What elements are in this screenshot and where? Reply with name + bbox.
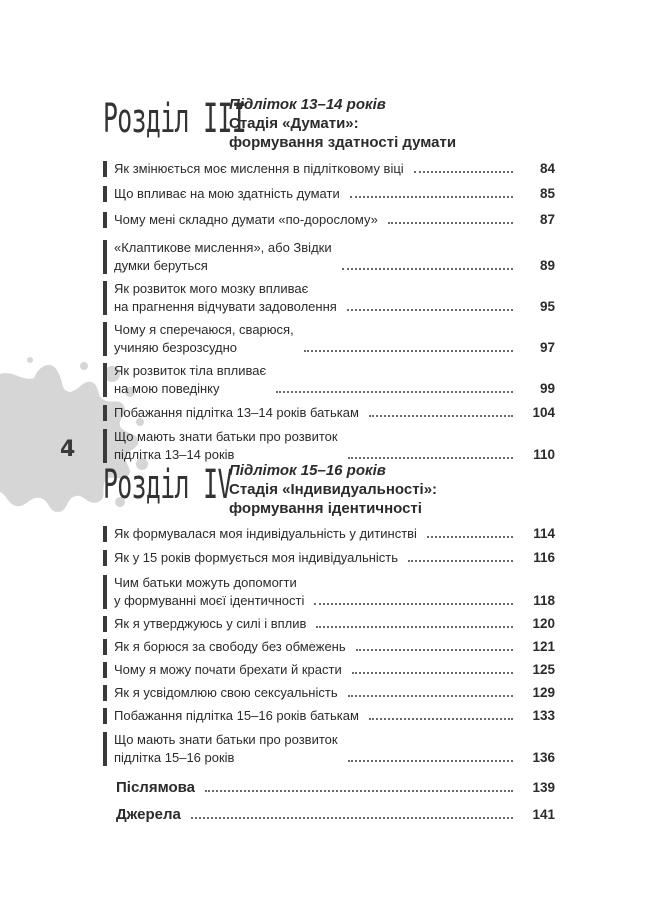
dot-leader (191, 816, 513, 819)
dot-leader (369, 414, 513, 417)
entry-title: Як формувалася моя індивідуальність у дитинстві (114, 526, 417, 541)
dot-leader (276, 390, 513, 393)
dot-leader (347, 308, 513, 311)
entry-page: 141 (532, 807, 555, 822)
entry-title: Як у 15 років формується моя індивідуальність (114, 550, 399, 565)
entry-title: Як змінюється моє мислення в підлітковому віці (114, 161, 404, 176)
entry-page: 120 (532, 616, 555, 631)
entry-page: 125 (532, 662, 555, 677)
section-age: Підліток 15–16 років (229, 462, 386, 479)
toc-entry[interactable] (103, 211, 555, 229)
section-heading (229, 96, 456, 152)
toc-entry[interactable] (103, 549, 555, 567)
entry-title: Побажання підлітка 13–14 років батькам (114, 405, 359, 420)
section-stage-title: Стадія «Індивидуальності»: (229, 481, 438, 498)
entry-bar (103, 662, 107, 678)
entry-page: 97 (539, 340, 555, 355)
toc-section-iii (103, 160, 555, 464)
entry-title-line: на прагнення відчувати задоволення (114, 299, 337, 314)
toc-section-iv (103, 525, 555, 824)
entry-title-line: учиняю безрозсудно (114, 340, 238, 355)
dot-leader (369, 717, 513, 720)
section-header-iv (103, 462, 523, 522)
entry-title-line: Чому я сперечаюся, сварюся, (114, 322, 294, 337)
entry-title-line: Що мають знати батьки про розвиток (114, 732, 338, 747)
entry-bar (103, 685, 107, 701)
entry-title-line: підлітка 15–16 років (114, 750, 235, 765)
entry-title: Що впливає на мою здатність думати (114, 186, 340, 201)
toc-entry-sources[interactable] (103, 806, 555, 824)
entry-page: 84 (539, 161, 555, 176)
dot-leader (427, 535, 513, 538)
entry-title-line: на мою поведінку (114, 381, 220, 396)
dot-leader (348, 694, 513, 697)
entry-page: 95 (539, 299, 555, 314)
entry-page: 121 (532, 639, 555, 654)
dot-leader (408, 559, 513, 562)
entry-bar (103, 212, 107, 228)
entry-title-line: Як розвиток тіла впливає (114, 363, 267, 378)
entry-page: 129 (532, 685, 555, 700)
dot-leader (316, 625, 513, 628)
dot-leader (356, 648, 513, 651)
toc-entry[interactable] (103, 638, 555, 656)
entry-bar (103, 281, 107, 315)
entry-title-line: підлітка 13–14 років (114, 447, 235, 462)
entry-bar (103, 405, 107, 421)
entry-page: 110 (533, 447, 555, 462)
entry-bar (103, 708, 107, 724)
entry-page: 104 (532, 405, 555, 420)
entry-title: Чому мені складно думати «по-дорослому» (114, 212, 378, 227)
entry-page: 114 (533, 526, 555, 541)
toc-entry[interactable] (103, 239, 555, 275)
entry-page: 85 (539, 186, 555, 201)
section-stage-subtitle: формування ідентичності (229, 500, 422, 517)
dot-leader (352, 671, 513, 674)
entry-bar (103, 732, 107, 766)
toc-entry-afterword[interactable] (103, 779, 555, 797)
entry-page: 116 (533, 550, 555, 565)
toc-entry[interactable] (103, 707, 555, 725)
dot-leader (342, 267, 513, 270)
entry-page: 139 (532, 780, 555, 795)
toc-entry[interactable] (103, 321, 555, 357)
toc-entry[interactable] (103, 574, 555, 610)
entry-title: Як я утверджуюсь у силі і вплив (114, 616, 307, 631)
section-heading (229, 462, 437, 518)
entry-bar (103, 322, 107, 356)
entry-title-line: Що мають знати батьки про розвиток (114, 429, 338, 444)
page-number: 4 (60, 437, 76, 462)
entry-title: Побажання підлітка 15–16 років батькам (114, 708, 359, 723)
toc-entry[interactable] (103, 661, 555, 679)
section-header-iii (103, 96, 523, 156)
entry-page: 136 (532, 750, 555, 765)
entry-bar (103, 429, 107, 463)
toc-entry[interactable] (103, 362, 555, 398)
entry-page: 99 (539, 381, 555, 396)
entry-title-line: Чим батьки можуть допомогти (114, 575, 297, 590)
entry-title: Чому я можу почати брехати й красти (114, 662, 342, 677)
entry-bar (103, 639, 107, 655)
toc-entry[interactable] (103, 160, 555, 178)
entry-title: Джерела (116, 806, 181, 823)
entry-bar (103, 575, 107, 609)
section-age: Підліток 13–14 років (229, 96, 386, 113)
toc-entry[interactable] (103, 525, 555, 543)
entry-page: 133 (532, 708, 555, 723)
entry-page: 87 (539, 212, 555, 227)
entry-bar (103, 240, 107, 274)
entry-bar (103, 186, 107, 202)
entry-bar (103, 526, 107, 542)
toc-entry[interactable] (103, 185, 555, 203)
dot-leader (348, 456, 513, 459)
dot-leader (414, 170, 513, 173)
section-stage-subtitle: формування здатності думати (229, 134, 457, 151)
toc-entry[interactable] (103, 684, 555, 702)
entry-title-line: «Клаптикове мислення», або Звідки (114, 240, 332, 255)
toc-entry[interactable] (103, 404, 555, 422)
dot-leader (205, 789, 513, 792)
toc-entry[interactable] (103, 280, 555, 316)
entry-title-line: Як розвиток мого мозку впливає (114, 281, 309, 296)
dot-leader (348, 759, 513, 762)
toc-entry[interactable] (103, 731, 555, 767)
section-label: Розділ III (103, 96, 247, 142)
entry-title: Як я борюся за свободу без обмежень (114, 639, 346, 654)
entry-title: Як я усвідомлюю свою сексуальність (114, 685, 338, 700)
toc-entry[interactable] (103, 428, 555, 464)
dot-leader (304, 349, 513, 352)
entry-page: 89 (539, 258, 555, 273)
entry-bar (103, 616, 107, 632)
entry-title-line: у формуванні моєї ідентичності (114, 593, 305, 608)
entry-bar (103, 550, 107, 566)
entry-page: 118 (533, 593, 555, 608)
dot-leader (388, 221, 513, 224)
toc-entry[interactable] (103, 615, 555, 633)
section-label: Розділ IV (103, 462, 232, 508)
entry-title-line: думки беруться (114, 258, 208, 273)
entry-title: Післямова (116, 779, 195, 796)
dot-leader (350, 195, 513, 198)
dot-leader (314, 602, 513, 605)
entry-bar (103, 363, 107, 397)
section-stage-title: Стадія «Думати»: (229, 115, 359, 132)
entry-bar (103, 161, 107, 177)
